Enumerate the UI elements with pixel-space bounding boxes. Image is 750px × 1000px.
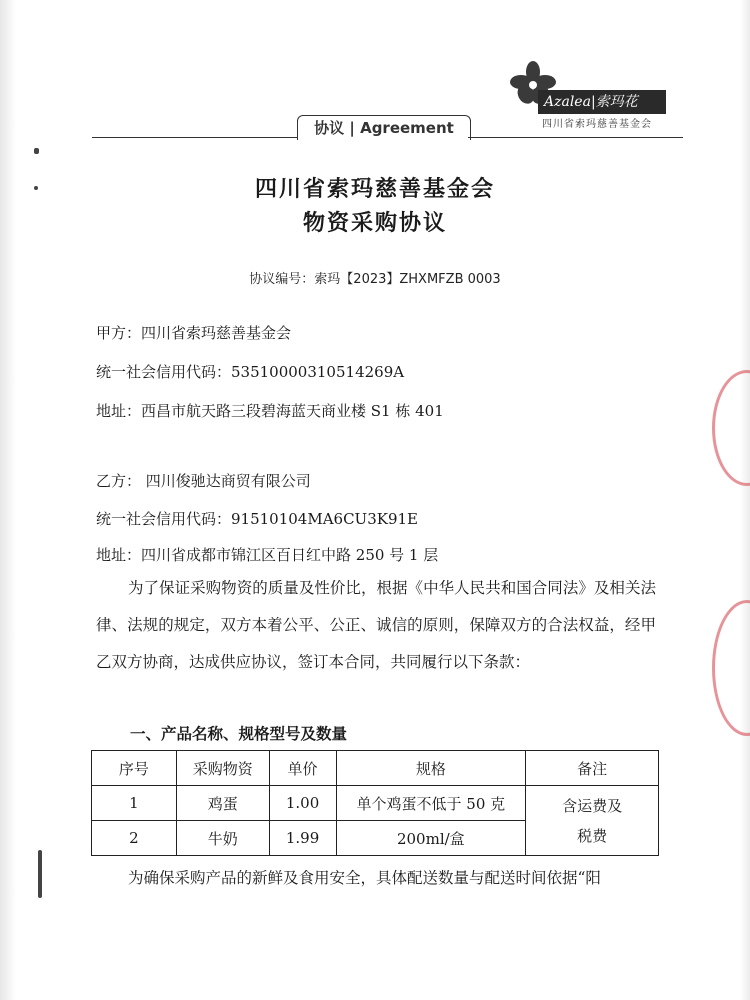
column-header-item: 采购物资 <box>176 751 269 786</box>
party-b-address: 地址：四川省成都市锦江区百日红中路 250 号 1 层 <box>96 546 439 564</box>
closing-paragraph: 为确保采购产品的新鲜及食用安全，具体配送数量与配送时间依据“阳 <box>128 869 601 887</box>
cell-price: 1.00 <box>269 786 336 821</box>
table-row <box>92 786 659 821</box>
cell-item: 牛奶 <box>176 821 269 856</box>
column-header-no: 序号 <box>92 751 177 786</box>
header-agreement-tab: 协议 | Agreement <box>297 115 471 140</box>
column-header-remark: 备注 <box>526 751 659 786</box>
page-left-edge <box>0 0 16 1000</box>
agreement-number: 协议编号：索玛【2023】ZHXMFZB 0003 <box>249 272 501 287</box>
party-b-credit-code: 统一社会信用代码：91510104MA6CU3K91E <box>96 510 418 528</box>
party-a-credit-code: 统一社会信用代码：53510000310514269A <box>96 363 405 381</box>
header-rule <box>92 137 298 138</box>
table-header-row <box>92 751 659 786</box>
cell-remark <box>526 786 659 856</box>
foundation-logo <box>490 60 690 130</box>
seal-stamp-edge <box>712 600 750 736</box>
binding-hole-mark <box>34 148 39 154</box>
document-title-line1: 四川省索玛慈善基金会 <box>254 177 495 202</box>
party-a-address: 地址：西昌市航天路三段碧海蓝天商业楼 S1 栋 401 <box>96 402 444 420</box>
cell-spec: 200ml/盒 <box>336 821 526 856</box>
header-rule <box>468 137 683 138</box>
cell-no: 2 <box>92 821 177 856</box>
logo-subtitle: 四川省索玛慈善基金会 <box>542 119 652 130</box>
product-table <box>91 750 659 856</box>
cell-spec: 单个鸡蛋不低于 50 克 <box>336 786 526 821</box>
column-header-spec: 规格 <box>336 751 526 786</box>
binding-clip-mark <box>38 850 42 898</box>
party-b-name: 乙方： 四川俊驰达商贸有限公司 <box>96 472 311 490</box>
section-1-heading: 一、产品名称、规格型号及数量 <box>130 724 348 743</box>
party-a-name: 甲方：四川省索玛慈善基金会 <box>96 324 292 342</box>
seal-stamp-edge <box>712 370 750 486</box>
cell-item: 鸡蛋 <box>176 786 269 821</box>
remark-text: 含运费及税费 <box>562 796 623 845</box>
preamble-paragraph: 为了保证采购物资的质量及性价比，根据《中华人民共和国合同法》及相关法律、法规的规定，双方本着公平、公正、诚信的原则，保障双方的合法权益，经甲乙双方协商，达成供应协议，签订本合同，共同履行以下条款： <box>96 579 656 671</box>
cell-price: 1.99 <box>269 821 336 856</box>
document-title-line2: 物资采购协议 <box>302 211 447 236</box>
page-right-edge <box>740 0 750 1000</box>
logo-brand-band: Azalea|索玛花 <box>538 90 666 114</box>
cell-no: 1 <box>92 786 177 821</box>
column-header-price: 单价 <box>269 751 336 786</box>
